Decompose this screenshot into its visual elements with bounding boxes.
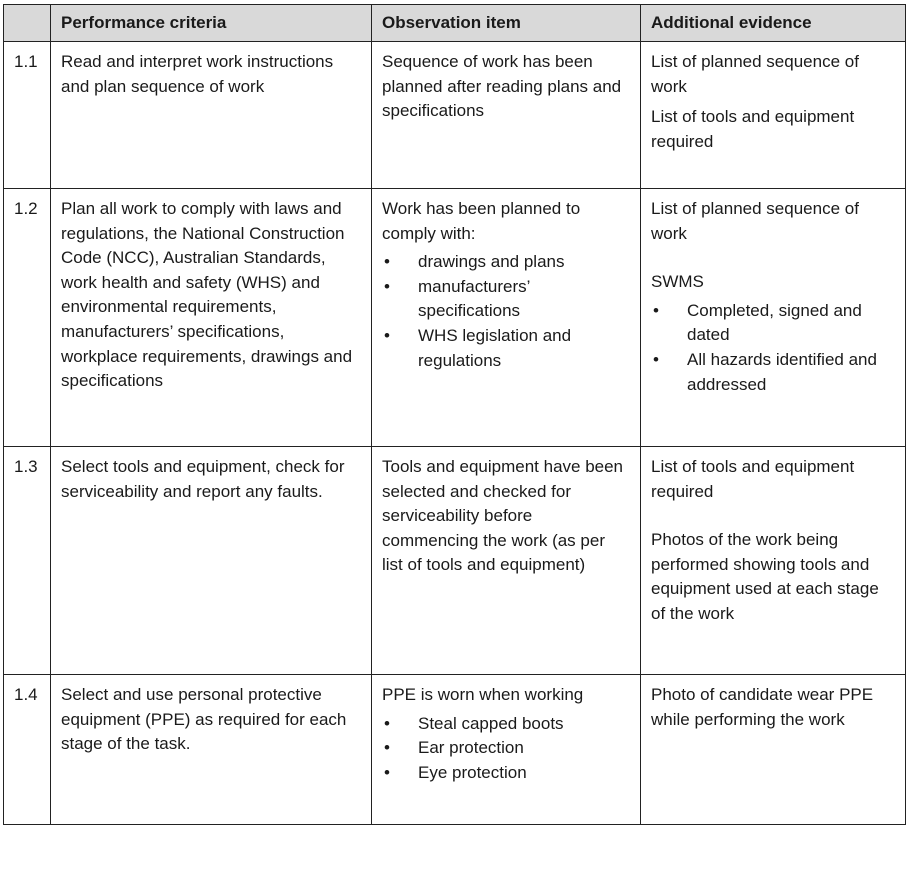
bullet-icon: •	[384, 738, 390, 758]
header-number	[4, 5, 51, 42]
observation-cell: Sequence of work has been planned after reading plans and specifications	[372, 42, 641, 189]
bullet-icon: •	[384, 276, 390, 296]
bullet-item	[382, 275, 630, 324]
header-observation-item: Observation item	[372, 5, 641, 42]
bullet-text: Ear protection	[418, 738, 524, 758]
evidence-text: List of planned sequence of work	[651, 199, 859, 243]
bullet-item	[382, 761, 630, 786]
observation-cell	[372, 189, 641, 447]
bullet-icon: •	[653, 300, 659, 320]
table-row	[4, 447, 906, 675]
bullet-item	[382, 324, 630, 373]
bullet-text: manufacturers’ specifications	[418, 276, 530, 321]
observation-cell: Tools and equipment have been selected and checked for serviceability before commencing the work (as per list of tools and equipment)	[372, 447, 641, 675]
observation-cell	[372, 675, 641, 825]
criteria-cell: Read and interpret work instructions and plan sequence of work	[51, 42, 372, 189]
criteria-cell: Plan all work to comply with laws and regulations, the National Construction Code (NCC), Australian Standards, work health and safety (WHS) and environmental requirements, manufacturers’ specifications, workplace requirements, drawings and specifications	[51, 189, 372, 447]
criteria-cell: Select and use personal protective equipment (PPE) as required for each stage of the task.	[51, 675, 372, 825]
observation-intro: PPE is worn when working	[382, 685, 584, 704]
criteria-cell: Select tools and equipment, check for serviceability and report any faults.	[51, 447, 372, 675]
bullet-item	[382, 712, 630, 737]
observation-bullet-list	[382, 712, 630, 786]
header-additional-evidence: Additional evidence	[641, 5, 906, 42]
evidence-text: List of planned sequence of work	[651, 52, 859, 96]
evidence-bullet-list	[651, 299, 895, 397]
bullet-item	[651, 299, 895, 348]
bullet-item	[651, 348, 895, 397]
bullet-text: All hazards identified and addressed	[687, 349, 877, 394]
header-performance-criteria: Performance criteria	[51, 5, 372, 42]
evidence-cell	[641, 189, 906, 447]
bullet-item	[382, 250, 630, 275]
bullet-text: Steal capped boots	[418, 713, 564, 733]
evidence-cell: Photo of candidate wear PPE while performing the work	[641, 675, 906, 825]
table-row	[4, 42, 906, 189]
bullet-text: Completed, signed and dated	[687, 300, 862, 345]
bullet-icon: •	[384, 762, 390, 782]
bullet-text: WHS legislation and regulations	[418, 325, 572, 370]
table-header-row	[4, 5, 906, 42]
evidence-text: Photos of the work being performed showing tools and equipment used at each stage of the work	[651, 530, 879, 623]
bullet-text: drawings and plans	[418, 252, 565, 272]
evidence-heading: SWMS	[651, 272, 704, 292]
row-number: 1.1	[4, 42, 51, 189]
evidence-text: List of tools and equipment required	[651, 457, 855, 501]
bullet-item	[382, 736, 630, 761]
evidence-cell	[641, 42, 906, 189]
row-number: 1.2	[4, 189, 51, 447]
table-row	[4, 675, 906, 825]
observation-intro: Work has been planned to comply with:	[382, 199, 581, 243]
row-number: 1.4	[4, 675, 51, 825]
bullet-icon: •	[653, 349, 659, 369]
performance-criteria-table	[3, 4, 906, 825]
observation-bullet-list	[382, 250, 630, 373]
evidence-cell	[641, 447, 906, 675]
bullet-text: Eye protection	[418, 762, 527, 782]
evidence-text: List of tools and equipment required	[651, 107, 855, 151]
bullet-icon: •	[384, 713, 390, 733]
table-row	[4, 189, 906, 447]
bullet-icon: •	[384, 325, 390, 345]
bullet-icon: •	[384, 252, 390, 272]
row-number: 1.3	[4, 447, 51, 675]
